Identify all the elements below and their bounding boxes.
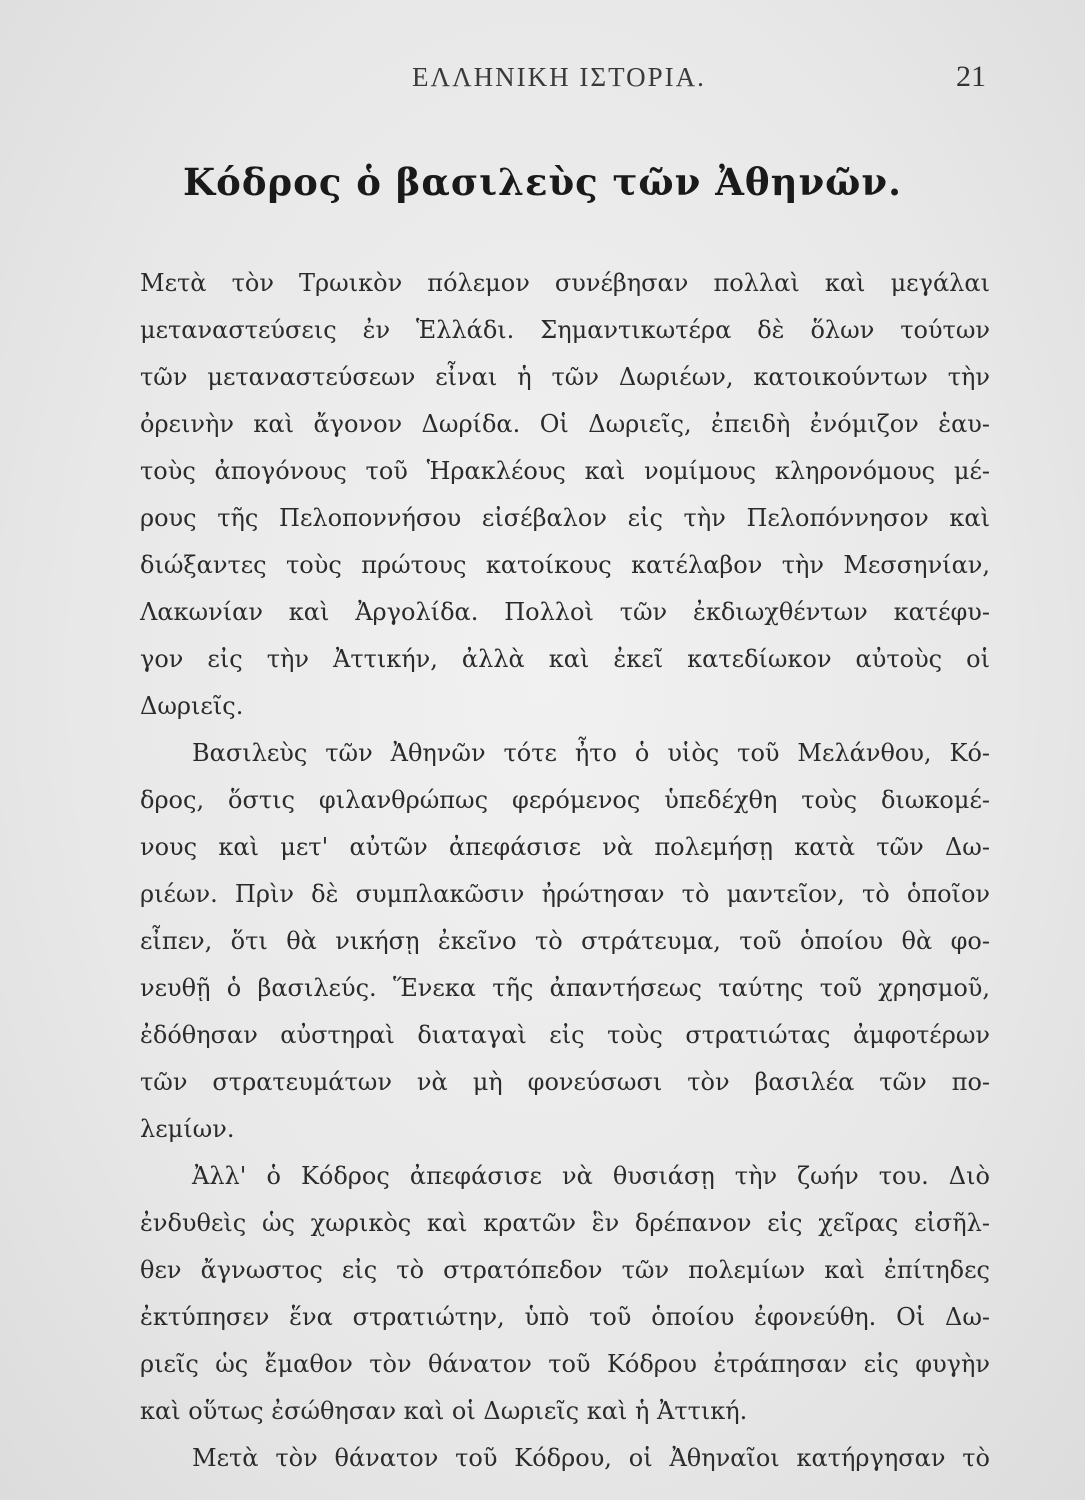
text-line: τῶν στρατευμάτων νὰ μὴ φονεύσωσι τὸν βασιλέα τῶν πο-	[140, 1068, 990, 1096]
text-line: Μετὰ τὸν θάνατον τοῦ Κόδρου, οἱ Ἀθηναῖοι κατήργησαν τὸ	[192, 1444, 990, 1472]
text-line: ἐκτύπησεν ἕνα στρατιώτην, ὑπὸ τοῦ ὁποίου ἐφονεύθη. Οἱ Δω-	[140, 1303, 990, 1331]
page-number: 21	[956, 60, 986, 93]
text-line: νους καὶ μετ' αὐτῶν ἀπεφάσισε νὰ πολεμήσῃ κατὰ τῶν Δω-	[140, 833, 990, 861]
text-line: ἐδόθησαν αὐστηραὶ διαταγαὶ εἰς τοὺς στρατιώτας ἀμφοτέρων	[140, 1021, 990, 1049]
text-line: ρους τῆς Πελοποννήσου εἰσέβαλον εἰς τὴν Πελοπόννησον καὶ	[140, 504, 990, 532]
text-line: θεν ἄγνωστος εἰς τὸ στρατόπεδον τῶν πολεμίων καὶ ἐπίτηδες	[140, 1256, 990, 1284]
text-line: Ἀλλ' ὁ Κόδρος ἀπεφάσισε νὰ θυσιάσῃ τὴν ζωήν του. Διὸ	[192, 1162, 990, 1190]
text-line: τῶν μεταναστεύσεων εἶναι ἡ τῶν Δωριέων, κατοικούντων τὴν	[140, 363, 990, 391]
text-line: νευθῇ ὁ βασιλεύς. Ἕνεκα τῆς ἀπαντήσεως ταύτης τοῦ χρησμοῦ,	[140, 974, 990, 1002]
text-line: ὀρεινὴν καὶ ἄγονον Δωρίδα. Οἱ Δωριεῖς, ἐπειδὴ ἐνόμιζον ἑαυ-	[140, 410, 990, 438]
text-line: ριεῖς ὡς ἔμαθον τὸν θάνατον τοῦ Κόδρου ἐτράπησαν εἰς φυγὴν	[140, 1350, 990, 1378]
text-line: ἐνδυθεὶς ὡς χωρικὸς καὶ κρατῶν ἓν δρέπανον εἰς χεῖρας εἰσῆλ-	[140, 1209, 990, 1237]
text-line: εἶπεν, ὅτι θὰ νικήσῃ ἐκεῖνο τὸ στράτευμα, τοῦ ὁποίου θὰ φο-	[140, 927, 990, 955]
text-line: ριέων. Πρὶν δὲ συμπλακῶσιν ἠρώτησαν τὸ μαντεῖον, τὸ ὁποῖον	[140, 880, 990, 908]
text-line: Βασιλεὺς τῶν Ἀθηνῶν τότε ἦτο ὁ υἱὸς τοῦ Μελάνθου, Κό-	[192, 739, 990, 767]
running-head	[0, 60, 1085, 100]
text-line: καὶ οὕτως ἐσώθησαν καὶ οἱ Δωριεῖς καὶ ἡ Ἀττική.	[140, 1397, 748, 1425]
text-line: λεμίων.	[140, 1115, 235, 1143]
text-line: Δωριεῖς.	[140, 692, 244, 720]
text-line: γον εἰς τὴν Ἀττικήν, ἀλλὰ καὶ ἐκεῖ κατεδίωκον αὐτοὺς οἱ	[140, 645, 990, 673]
text-line: μεταναστεύσεις ἐν Ἑλλάδι. Σημαντικωτέρα δὲ ὅλων τούτων	[140, 316, 990, 344]
chapter-title: Κόδρος ὁ βασιλεὺς τῶν Ἀθηνῶν.	[183, 160, 902, 204]
body-text	[140, 260, 990, 1482]
text-line: Μετὰ τὸν Τρωικὸν πόλεμον συνέβησαν πολλαὶ καὶ μεγάλαι	[140, 269, 990, 297]
running-title: ΕΛΛΗΝΙΚΗ ΙΣΤΟΡΙΑ.	[412, 62, 706, 92]
text-line: Λακωνίαν καὶ Ἀργολίδα. Πολλοὶ τῶν ἐκδιωχθέντων κατέφυ-	[140, 598, 990, 626]
text-line: τοὺς ἀπογόνους τοῦ Ἡρακλέους καὶ νομίμους κληρονόμους μέ-	[140, 457, 990, 485]
text-line: δρος, ὅστις φιλανθρώπως φερόμενος ὑπεδέχθη τοὺς διωκομέ-	[140, 786, 990, 814]
text-line: διώξαντες τοὺς πρώτους κατοίκους κατέλαβον τὴν Μεσσηνίαν,	[140, 551, 990, 579]
